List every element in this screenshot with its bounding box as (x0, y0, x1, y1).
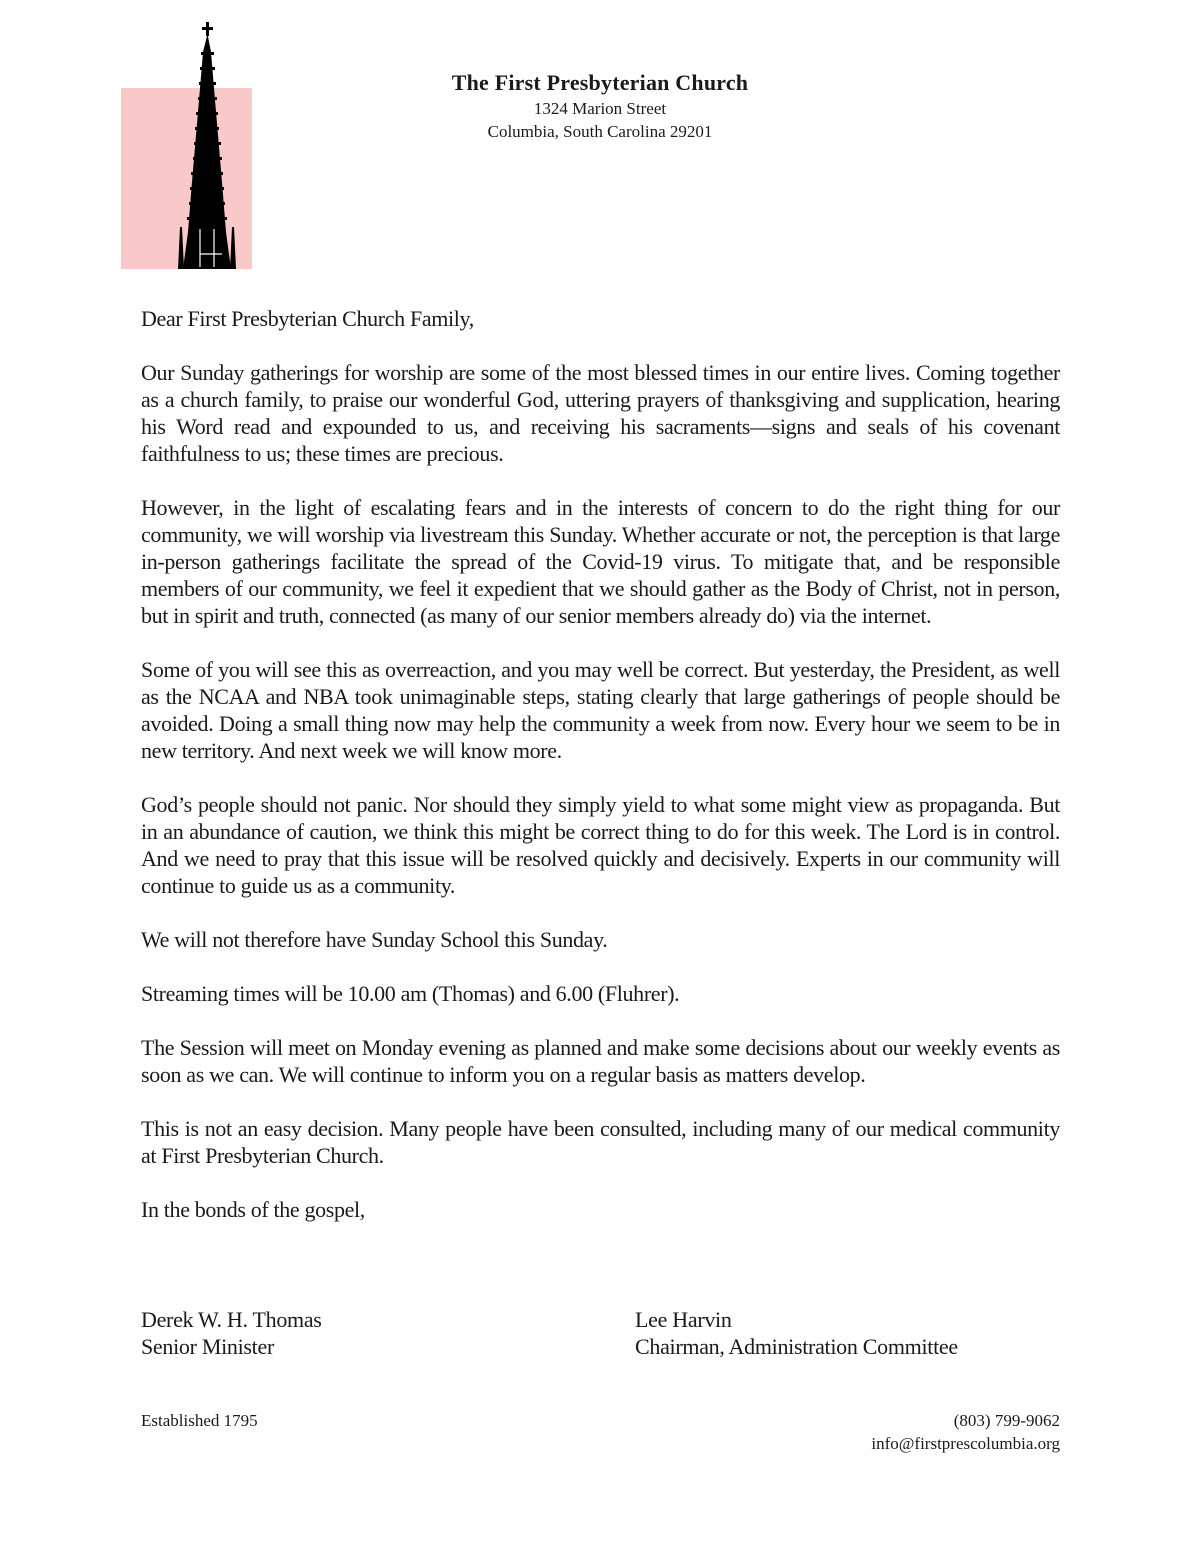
email-address: info@firstprescolumbia.org (871, 1434, 1060, 1453)
contact-info (871, 1409, 1060, 1455)
closing: In the bonds of the gospel, (141, 1197, 365, 1222)
paragraph: This is not an easy decision. Many people have been consulted, including many of our medical community at First Presbyterian Church. (141, 1116, 1060, 1168)
paragraph: Streaming times will be 10.00 am (Thomas) and 6.00 (Fluhrer). (141, 981, 680, 1006)
paragraph: We will not therefore have Sunday School this Sunday. (141, 927, 608, 952)
paragraph: Our Sunday gatherings for worship are some of the most blessed times in our entire lives. Coming together as a church family, to praise our wonderful God, uttering prayers of thanksgiving and supplication, hearing his Word read and expounded to us, and receiving his sacraments—signs and seals of his covenant faithfulness to us; these times are precious. (141, 360, 1060, 466)
organization-name: The First Presbyterian Church (451, 70, 749, 95)
phone-number: (803) 799-9062 (953, 1411, 1060, 1430)
paragraph: However, in the light of escalating fears and in the interests of concern to do the right thing for our community, we will worship via livestream this Sunday. Whether accurate or not, the perception is that large in-person gatherings facilitate the spread of the Covid-19 virus. To mitigate that, and be responsible members of our community, we feel it expedient that we should gather as the Body of Christ, not in person, but in spirit and truth, connected (as many of our senior members already do) via the internet. (141, 495, 1060, 628)
signer-title: Senior Minister (141, 1334, 274, 1359)
letterhead (400, 69, 800, 143)
signer-name: Derek W. H. Thomas (141, 1307, 322, 1332)
signer-name: Lee Harvin (635, 1307, 732, 1332)
paragraph: God’s people should not panic. Nor should they simply yield to what some might view as propaganda. But in an abundance of caution, we think this might be correct thing to do for this week. The Lord is in control. And we need to pray that this issue will be resolved quickly and decisively. Experts in our community will continue to guide us as a community. (141, 792, 1060, 898)
paragraph: The Session will meet on Monday evening as planned and make some decisions about our weekly events as soon as we can. We will continue to inform you on a regular basis as matters develop. (141, 1035, 1060, 1087)
street-address: 1324 Marion Street (533, 99, 667, 118)
established-note: Established 1795 (141, 1411, 258, 1430)
letter-body (141, 305, 1060, 1250)
signature-block-chairman (635, 1306, 958, 1360)
signature-block-minister (141, 1306, 322, 1360)
city-state-zip: Columbia, South Carolina 29201 (487, 122, 713, 141)
signer-title: Chairman, Administration Committee (635, 1334, 958, 1359)
church-steeple-icon (121, 22, 253, 270)
paragraph: Some of you will see this as overreaction, and you may well be correct. But yesterday, the President, as well as the NCAA and NBA took unimaginable steps, stating clearly that large gatherings of people should be avoided. Doing a small thing now may help the community a week from now. Every hour we seem to be in new territory. And next week we will know more. (141, 657, 1060, 763)
church-logo (121, 22, 253, 270)
salutation: Dear First Presbyterian Church Family, (141, 306, 474, 331)
